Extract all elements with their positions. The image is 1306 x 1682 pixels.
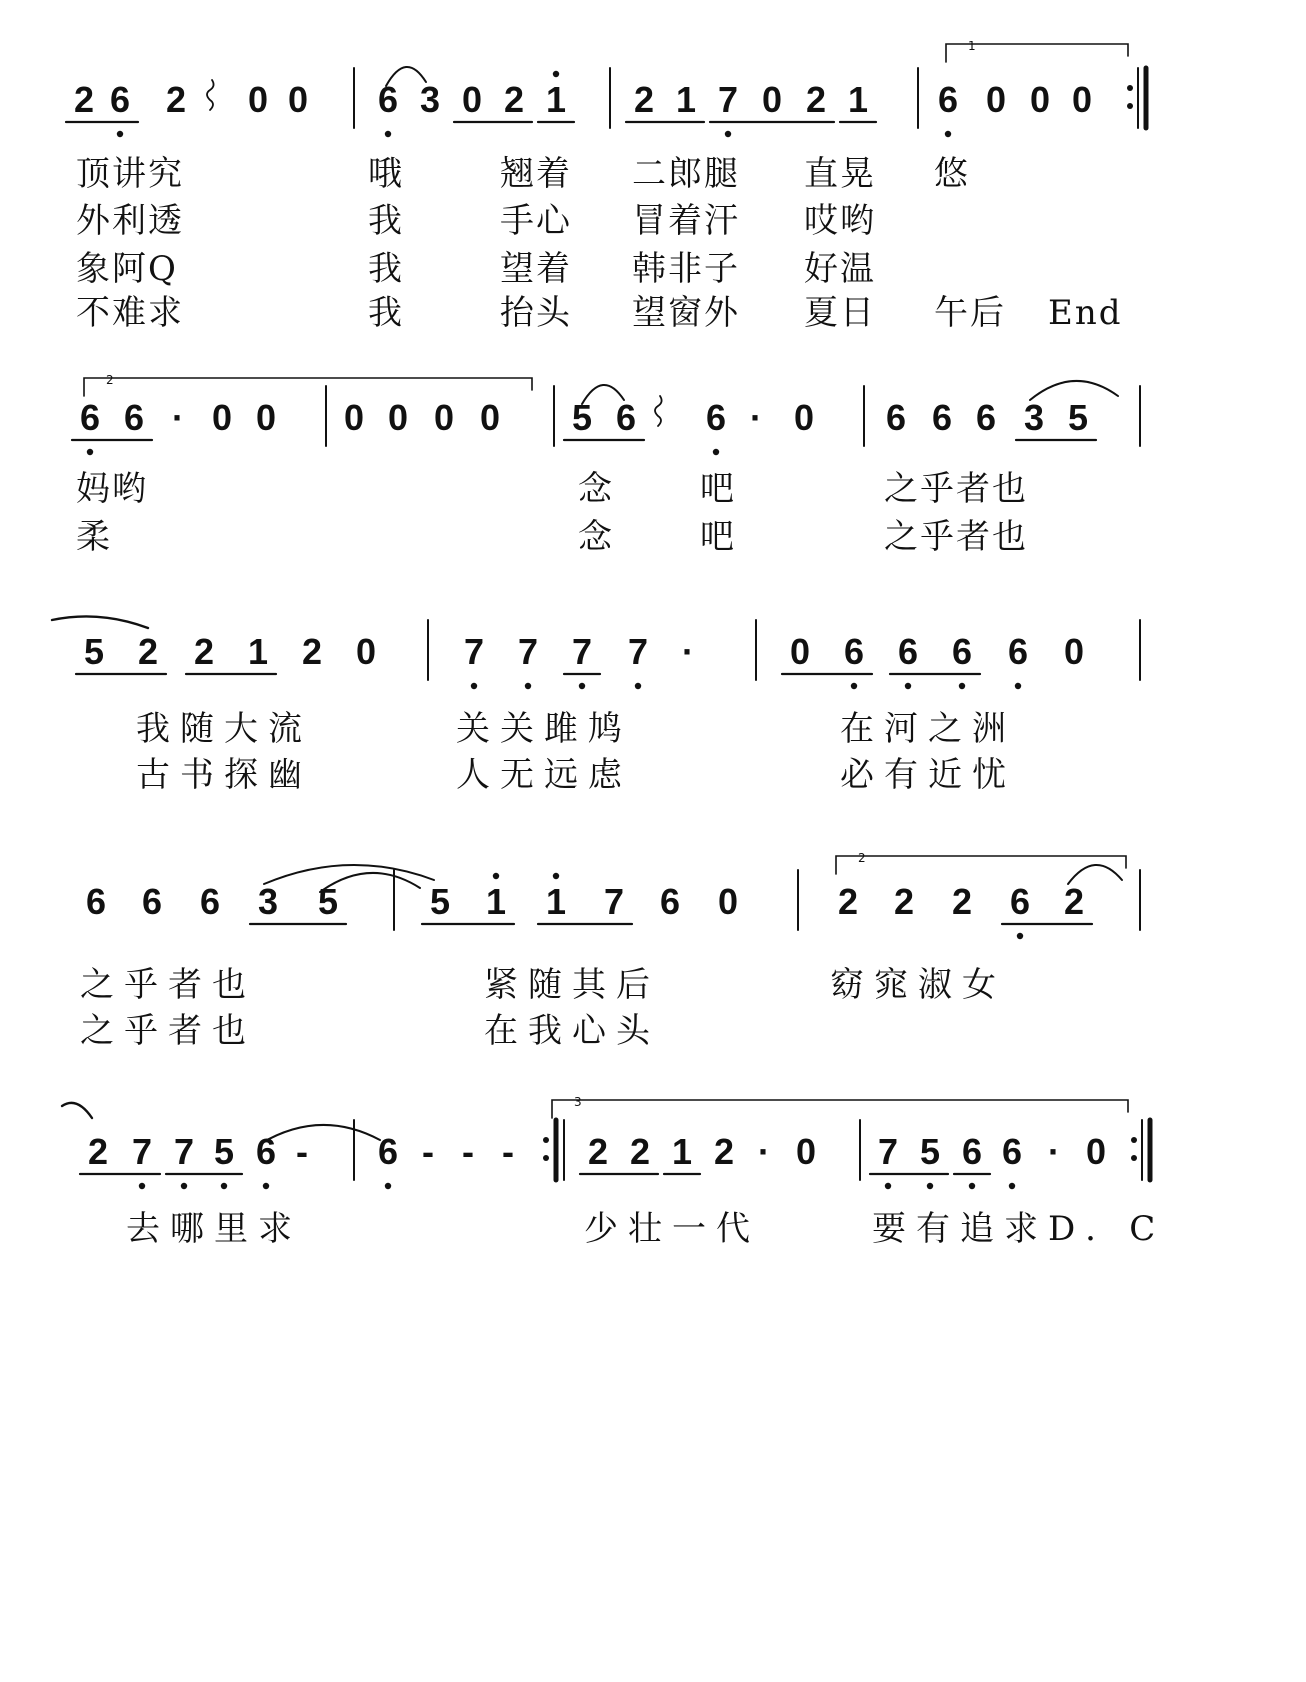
volta-number: 1 <box>968 39 976 53</box>
octave-dot-below <box>969 1183 975 1189</box>
repeat-dot <box>1131 1155 1137 1161</box>
note-digit: - <box>462 1131 474 1172</box>
lyric-word: 之乎者也 <box>884 517 1028 557</box>
octave-dot-below <box>263 1183 269 1189</box>
note-digit: 2 <box>1063 881 1085 922</box>
note-digit: 6 <box>79 397 101 438</box>
volta-bracket <box>552 1100 1128 1118</box>
lyric-word: 要有追求D．C <box>872 1209 1166 1249</box>
note-digit: 6 <box>1009 881 1031 922</box>
octave-dot-below <box>945 131 951 137</box>
note-digit: 3 <box>419 79 441 120</box>
note-digit: - <box>422 1131 434 1172</box>
note-digit: 2 <box>503 79 525 120</box>
note-digit: 2 <box>713 1131 735 1172</box>
tie-mark <box>52 616 148 628</box>
note-digit: 0 <box>247 79 269 120</box>
octave-dot-below <box>635 683 641 689</box>
lyric-word: 我随大流 <box>136 709 312 749</box>
octave-dot-below <box>713 449 719 455</box>
note-digit: 2 <box>951 881 973 922</box>
lyric-word: 直晃 <box>804 154 876 194</box>
lyric-word: 少壮一代 <box>584 1209 760 1249</box>
volta-number: 2 <box>858 851 866 865</box>
lyric-word: 念 <box>578 517 614 557</box>
note-digit: 0 <box>433 397 455 438</box>
note-digit: 6 <box>615 397 637 438</box>
lyric-word: 哦 <box>368 154 404 194</box>
note-digit: 7 <box>877 1131 899 1172</box>
note-digit: 6 <box>1007 631 1029 672</box>
note-digit: 0 <box>355 631 377 672</box>
lyric-word: 紧随其后 <box>484 965 660 1005</box>
note-digit: · <box>172 397 184 438</box>
note-digit: 6 <box>961 1131 983 1172</box>
note-digit: 2 <box>837 881 859 922</box>
score-system-4 <box>80 851 1140 1051</box>
note-digit: 2 <box>87 1131 109 1172</box>
note-digit: 0 <box>1085 1131 1107 1172</box>
note-digit: 2 <box>165 79 187 120</box>
lyric-word: 窈窕淑女 <box>830 965 1006 1005</box>
note-digit: 1 <box>675 79 697 120</box>
note-digit: 6 <box>705 397 727 438</box>
note-digit: · <box>682 631 694 672</box>
note-digit: 5 <box>571 397 593 438</box>
lyric-word: 在河之洲 <box>840 709 1016 749</box>
note-digit: 6 <box>377 79 399 120</box>
note-digit: 7 <box>571 631 593 672</box>
lyric-word: 关关雎鸠 <box>456 709 632 749</box>
score-system-5 <box>62 1095 1165 1249</box>
lyric-word: 柔 <box>76 517 112 557</box>
breath-mark <box>207 80 214 110</box>
note-digit: 1 <box>671 1131 693 1172</box>
lyric-word: 抬头 <box>500 293 572 333</box>
octave-dot-below <box>385 131 391 137</box>
octave-dot-below <box>1017 933 1023 939</box>
note-digit: - <box>502 1131 514 1172</box>
note-digit: 6 <box>843 631 865 672</box>
note-digit: 0 <box>211 397 233 438</box>
note-digit: 1 <box>545 79 567 120</box>
octave-dot-below <box>725 131 731 137</box>
note-digit: 6 <box>897 631 919 672</box>
lyric-word: 午后 <box>934 293 1006 333</box>
lyric-word: 顶讲究 <box>76 154 184 194</box>
octave-dot-below <box>851 683 857 689</box>
lyric-word: End <box>1048 293 1123 333</box>
note-digit: 0 <box>461 79 483 120</box>
note-digit: 7 <box>603 881 625 922</box>
note-digit: 5 <box>919 1131 941 1172</box>
lyric-word: 古书探幽 <box>136 755 312 795</box>
lyric-word: 吧 <box>700 469 736 509</box>
score-system-1 <box>66 39 1146 333</box>
lyric-word: 念 <box>578 469 614 509</box>
note-digit: 1 <box>847 79 869 120</box>
lyric-word: 好温 <box>804 249 876 289</box>
lyric-word: 哎哟 <box>804 201 876 241</box>
note-digit: 0 <box>479 397 501 438</box>
note-digit: 0 <box>985 79 1007 120</box>
lyric-word: 望窗外 <box>632 293 740 333</box>
repeat-dot <box>1127 85 1133 91</box>
note-digit: 2 <box>301 631 323 672</box>
note-digit: 1 <box>485 881 507 922</box>
note-digit: 5 <box>1067 397 1089 438</box>
note-digit: · <box>750 397 762 438</box>
lyric-word: 我 <box>368 293 404 333</box>
note-digit: 0 <box>793 397 815 438</box>
note-digit: 2 <box>73 79 95 120</box>
note-digit: 6 <box>885 397 907 438</box>
lyric-word: 人无远虑 <box>456 755 632 795</box>
lyric-word: 之乎者也 <box>80 1011 256 1051</box>
note-digit: 7 <box>627 631 649 672</box>
note-digit: 5 <box>317 881 339 922</box>
lyric-word: 妈哟 <box>76 469 148 509</box>
note-digit: 6 <box>109 79 131 120</box>
volta-number: 2 <box>106 373 114 387</box>
lyric-word: 冒着汗 <box>632 201 740 241</box>
volta-bracket <box>84 378 532 396</box>
note-digit: 6 <box>951 631 973 672</box>
note-digit: 0 <box>1071 79 1093 120</box>
note-digit: 6 <box>937 79 959 120</box>
note-digit: · <box>758 1131 770 1172</box>
octave-dot-below <box>905 683 911 689</box>
repeat-dot <box>1127 103 1133 109</box>
note-digit: 0 <box>255 397 277 438</box>
note-digit: 7 <box>717 79 739 120</box>
lyric-word: 翘着 <box>500 154 572 194</box>
note-digit: 0 <box>761 79 783 120</box>
slur-arc <box>260 1125 380 1144</box>
lyric-word: 我 <box>368 201 404 241</box>
lyric-word: 夏日 <box>804 293 876 333</box>
octave-dot-below <box>221 1183 227 1189</box>
lyric-word: 去哪里求 <box>126 1209 302 1249</box>
note-digit: 0 <box>789 631 811 672</box>
octave-dot-below <box>471 683 477 689</box>
octave-dot-below <box>959 683 965 689</box>
repeat-dot <box>1131 1137 1137 1143</box>
octave-dot-below <box>1015 683 1021 689</box>
note-digit: - <box>296 1131 308 1172</box>
note-digit: 2 <box>629 1131 651 1172</box>
note-digit: 3 <box>1023 397 1045 438</box>
note-digit: 1 <box>247 631 269 672</box>
note-digit: 2 <box>893 881 915 922</box>
octave-dot-below <box>927 1183 933 1189</box>
octave-dot-below <box>525 683 531 689</box>
note-digit: 7 <box>173 1131 195 1172</box>
octave-dot-below <box>139 1183 145 1189</box>
note-digit: 6 <box>931 397 953 438</box>
octave-dot-below <box>117 131 123 137</box>
octave-dot-below <box>885 1183 891 1189</box>
note-digit: 2 <box>805 79 827 120</box>
score-system-3 <box>52 616 1140 795</box>
note-digit: 7 <box>463 631 485 672</box>
lyric-word: 悠 <box>934 154 970 194</box>
note-digit: 5 <box>83 631 105 672</box>
note-digit: 6 <box>975 397 997 438</box>
octave-dot-above <box>553 873 559 879</box>
note-digit: 6 <box>123 397 145 438</box>
breath-mark <box>655 396 662 426</box>
octave-dot-below <box>181 1183 187 1189</box>
volta-bracket <box>836 856 1126 874</box>
lyric-word: 手心 <box>500 201 572 241</box>
lyric-word: 外利透 <box>76 201 184 241</box>
note-digit: 0 <box>387 397 409 438</box>
note-digit: 5 <box>429 881 451 922</box>
octave-dot-below <box>87 449 93 455</box>
repeat-dot <box>543 1155 549 1161</box>
note-digit: 2 <box>587 1131 609 1172</box>
lyric-word: 吧 <box>700 517 736 557</box>
octave-dot-below <box>1009 1183 1015 1189</box>
lyric-word: 在我心头 <box>484 1011 660 1051</box>
note-digit: 0 <box>1029 79 1051 120</box>
note-digit: 6 <box>85 881 107 922</box>
note-digit: 1 <box>545 881 567 922</box>
lyric-word: 象阿Q <box>76 249 178 289</box>
note-digit: 7 <box>517 631 539 672</box>
note-digit: 0 <box>717 881 739 922</box>
lyric-word: 二郎腿 <box>632 154 740 194</box>
note-digit: 6 <box>659 881 681 922</box>
lyric-word: 不难求 <box>76 293 184 333</box>
score-system-2 <box>72 373 1140 557</box>
note-digit: 0 <box>795 1131 817 1172</box>
note-digit: 3 <box>257 881 279 922</box>
note-digit: 6 <box>141 881 163 922</box>
octave-dot-above <box>553 71 559 77</box>
note-digit: 7 <box>131 1131 153 1172</box>
lyric-word: 之乎者也 <box>884 469 1028 509</box>
octave-dot-below <box>385 1183 391 1189</box>
note-digit: 0 <box>1063 631 1085 672</box>
note-digit: 6 <box>199 881 221 922</box>
note-digit: 2 <box>137 631 159 672</box>
note-digit: 6 <box>377 1131 399 1172</box>
lyric-word: 韩非子 <box>632 249 740 289</box>
lyric-word: 我 <box>368 249 404 289</box>
octave-dot-above <box>493 873 499 879</box>
note-digit: 0 <box>287 79 309 120</box>
note-digit: 2 <box>633 79 655 120</box>
tie-mark <box>62 1103 92 1118</box>
note-digit: 6 <box>255 1131 277 1172</box>
note-digit: 2 <box>193 631 215 672</box>
repeat-dot <box>543 1137 549 1143</box>
octave-dot-below <box>579 683 585 689</box>
lyric-word: 望着 <box>500 249 572 289</box>
note-digit: 5 <box>213 1131 235 1172</box>
note-digit: 0 <box>343 397 365 438</box>
note-digit: 6 <box>1001 1131 1023 1172</box>
volta-number: 3 <box>574 1095 582 1109</box>
lyric-word: 必有近忧 <box>840 755 1016 795</box>
note-digit: · <box>1048 1131 1060 1172</box>
lyric-word: 之乎者也 <box>80 965 256 1005</box>
